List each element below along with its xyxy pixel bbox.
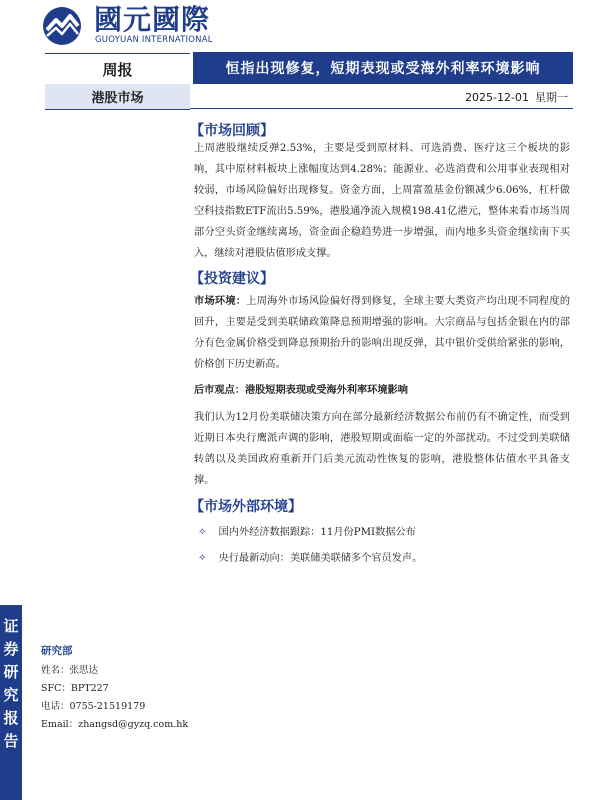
diamond-bullet-icon: ✧ [198,553,207,564]
sidebar-char: 告 [3,732,19,750]
external-bullet-text: 央行最新动向：美联储美联储多个官员发声。 [218,553,423,564]
advice-environment [194,291,570,375]
report-type: 周报 [45,53,190,85]
external-bullet [198,549,422,564]
brand-name-cn: 國元國際 [94,3,211,36]
env-body: 上周海外市场风险偏好得到修复，全球主要大类资产均出现不同程度的回升，主要是受到美联储政策降息预期增强的影响。大宗商品与包括金银在内的部分有色金属价格受到降息预期抬升的影响出现反弹，其中银价受供给紧张的影响，价格创下历史新高。 [194,296,571,370]
section-heading-advice: 【投资建议】 [190,271,274,287]
section-heading-external: 【市场外部环境】 [190,499,302,515]
view-body: 我们认为12月份美联储决策方向在部分最新经济数据公布前仍有不确定性，而受到近期日本央行鹰派声调的影响，港股短期或面临一定的外部扰动。不过受到美联储转鸽以及美国政府重新开门后美元流动性恢复的影响，港股整体估值水平具备支撑。 [194,412,570,486]
sidebar-char: 报 [3,709,19,727]
contact-dept: 研究部 [41,645,73,657]
report-title: 恒指出现修复，短期表现或受海外利率环境影响 [193,52,573,84]
external-bullet [198,523,416,538]
brand-logo-icon [42,6,90,46]
sidebar-char: 券 [3,640,19,658]
advice-view-heading [194,380,570,401]
report-date [465,89,568,105]
contact-name: 姓名：张思达 [41,665,99,676]
contact-phone: 电话：0755-21519179 [41,701,146,712]
market-label: 港股市场 [45,84,190,110]
sidebar-vertical-label [0,615,22,753]
sidebar-char: 究 [3,686,19,704]
review-body: 上周港股继续反弹2.53%，主要是受到原材料、可选消费、医疗这三个板块的影响，其中原材料板块上涨幅度达到4.28%；能源业、必选消费和公用事业表现相对较弱，市场风险偏好出现修复。资金方面，上周富盈基金份额减少6.06%，杠杆做空科技指数ETF流出5.59%，港股通净流入规模198.41亿港元，整体来看市场当周部分空头资金继续离场，资金面企稳趋势进一步增强，而内地多头资金继续南下买入，继续对港股估值形成支撑。 [194,143,570,259]
view-title: 港股短期表现或受海外利率环境影响 [244,384,408,396]
section-heading-review: 【市场回顾】 [190,123,274,139]
diamond-bullet-icon: ✧ [198,527,207,538]
weekday: 星期一 [535,91,568,104]
brand-logo [42,4,222,44]
sidebar-char: 证 [3,617,19,635]
env-label: 市场环境： [194,295,247,307]
external-bullet-text: 国内外经济数据跟踪：11月份PMI数据公布 [218,527,416,538]
header-divider [190,108,573,109]
sidebar-char: 研 [3,663,19,681]
contact-sfc: SFC：BPT227 [41,683,109,694]
brand-name-en: GUOYUAN INTERNATIONAL [95,35,213,45]
view-label: 后市观点： [194,384,245,396]
contact-email[interactable]: Email：zhangsd@gyzq.com.hk [41,719,189,730]
date-value: 2025-12-01 [465,91,529,104]
